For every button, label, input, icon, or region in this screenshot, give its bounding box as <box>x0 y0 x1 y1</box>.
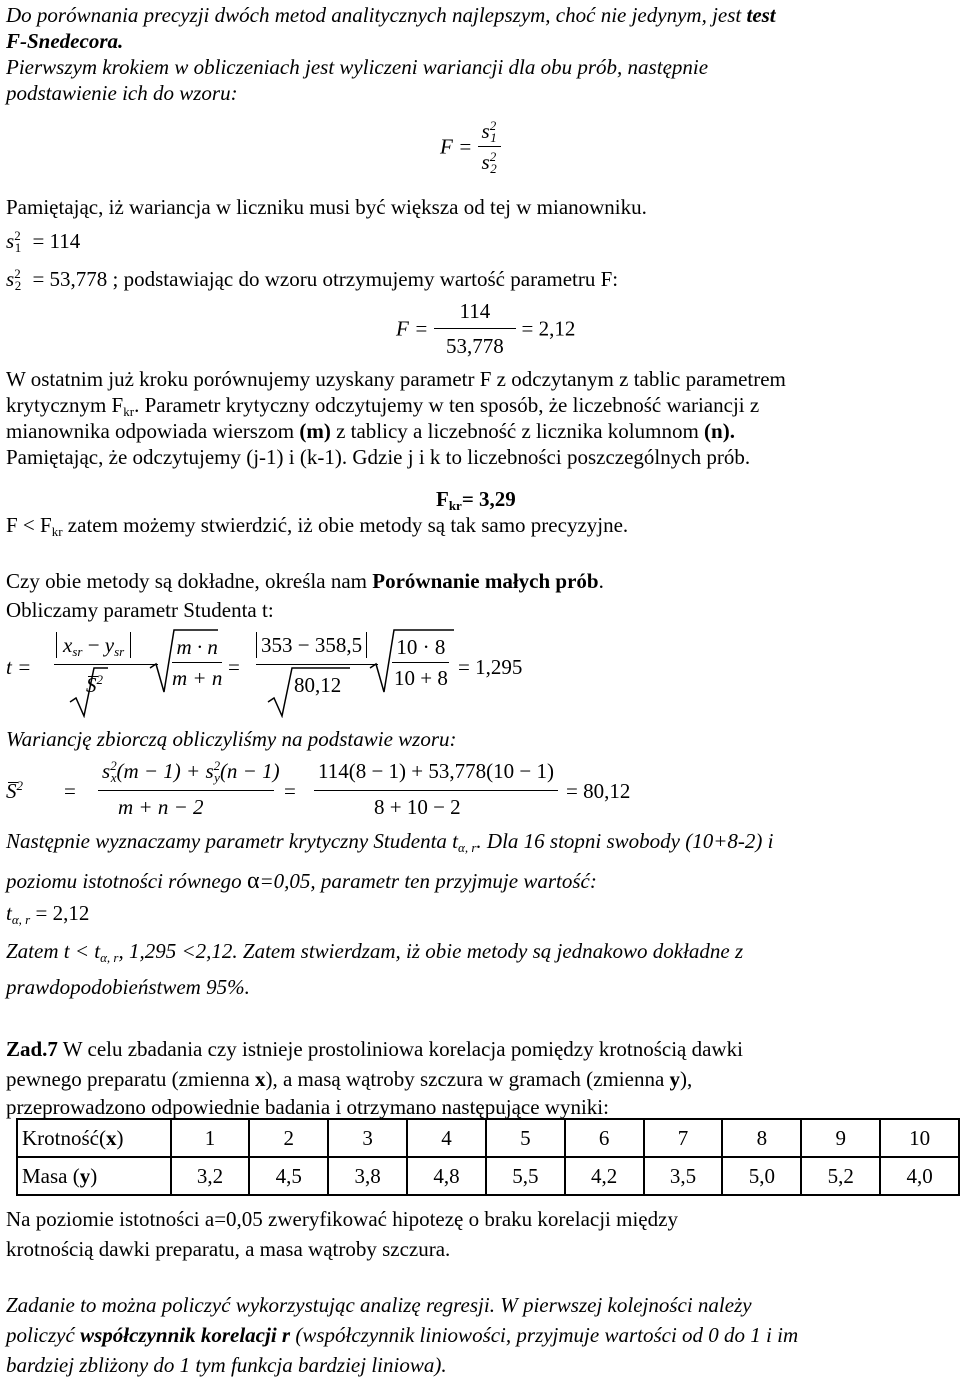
abs-xsr-ysr: $x_{sr} - y_{sr}$ <box>56 632 131 658</box>
table-cell: 9 <box>801 1119 880 1157</box>
table-cell: 6 <box>565 1119 644 1157</box>
row-header-krotnosc: Krotność(x) <box>17 1119 171 1157</box>
variance-intro: Wariancję zbiorczą obliczyliśmy na podstawie wzoru: <box>6 727 457 751</box>
formula-numerator: $s^2_1$ <box>478 118 501 147</box>
table-cell: 3,8 <box>328 1157 407 1195</box>
critical-f-paragraph: W ostatnim już kroku porównujemy uzyskany parametr F z odczytanym z tablic parametrem krytycznym $F_{kr}$. Parametr krytyczny odczytujemy w ten sposób, że liczebność wariancji z mianownika odpowiada wierszom (m) z tablicy a liczebność z licznika kolumnom (n). Pamiętając, że odczytujemy (j-1) i (k-1). Gdzie j i k to liczebności poszczególnych prób. <box>6 367 786 469</box>
row-header-masa: Masa (y) <box>17 1157 171 1195</box>
data-table <box>16 1118 960 1196</box>
table-cell: 3 <box>328 1119 407 1157</box>
table-cell: 10 <box>880 1119 959 1157</box>
test-keyword: test <box>746 3 776 27</box>
small-samples-question: Czy obie metody są dokładne, określa nam Porównanie małych prób. <box>6 569 604 593</box>
table-cell: 4,5 <box>249 1157 328 1195</box>
table-cell: 4,8 <box>407 1157 486 1195</box>
intro-line-1 <box>6 2 954 28</box>
table-cell: 7 <box>644 1119 723 1157</box>
f-snedecor-keyword: F-Snedecora. <box>6 29 124 53</box>
formula-f-definition <box>440 118 501 175</box>
intro-line-3: Pierwszym krokiem w obliczeniach jest wyliczeni wariancji dla obu prób, następnie <box>6 55 709 79</box>
student-intro: Obliczamy parametr Studenta t: <box>6 598 274 622</box>
table-row <box>17 1119 959 1157</box>
table-cell: 5,5 <box>486 1157 565 1195</box>
s2-value: $s^2_2 = 53,778$ ; podstawiając do wzoru otrzymujemy wartość parametru F: <box>6 266 619 293</box>
formula-student-t: t = $x_{sr} - y_{sr}$ $S^2$ $\frac{m \cdot n}{m + n}$ = 353 − 358,5 80,12 $\frac{10 \cdot 8}{10 + 8}$ = 1,295 <box>6 628 626 720</box>
final-conclusion: Zatem $t < t_{\alpha, r}$, 1,295 <2,12. Zatem stwierdzam, iż obie metody są jednakowo dokładne z prawdopodobieństwem 95%. <box>6 939 744 999</box>
s2-explanation: ; podstawiając do wzoru otrzymujemy wartość parametru F: <box>107 267 619 291</box>
intro-line-4: podstawienie ich do wzoru: <box>6 81 238 105</box>
table-cell: 5,0 <box>722 1157 801 1195</box>
hypothesis-paragraph: Na poziomie istotności a=0,05 zweryfikować hipotezę o braku korelacji między krotnością dawki preparatu, a masa wątroby szczura. <box>6 1207 678 1261</box>
f-calc-fraction: $\frac{114}{53,778}$ <box>434 298 517 359</box>
s1-value: $s^2_1 = 114$ <box>6 228 81 255</box>
task-label: Zad.7 <box>6 1037 58 1061</box>
task-7: Zad.7 W celu zbadania czy istnieje prostoliniowa korelacja pomiędzy krotnością dawki pewnego preparatu (zmienna x), a masą wątroby szczura w gramach (zmienna y), przeprowadzono odpowiednie badania i otrzymano następujące wyniki: <box>6 1037 743 1119</box>
intro-paragraph <box>6 2 954 106</box>
precision-conclusion: $F < F_{kr}$ zatem możemy stwierdzić, iż obie metody są tak samo precyzyjne. <box>6 513 629 539</box>
regression-paragraph: Zadanie to można policzyć wykorzystując analizę regresji. W pierwszej kolejności należy policzyć współczynnik korelacji r (współczynnik liniowości, przyjmuje wartości od 0 do 1 i im bardziej zbliżony do 1 tym funkcja bardziej liniowa). <box>6 1293 799 1377</box>
formula-pooled-variance: $S^2$ = $s^2_x(m - 1) + s^2_y(n - 1)$ m + n − 2 = 114(8 − 1) + 53,778(10 − 1) 8 + 10 − 2 = 80,12 <box>6 758 631 819</box>
table-cell: 4,0 <box>880 1157 959 1195</box>
table-cell: 5 <box>486 1119 565 1157</box>
table-cell: 2 <box>249 1119 328 1157</box>
table-cell: 4 <box>407 1119 486 1157</box>
table-cell: 8 <box>722 1119 801 1157</box>
table-cell: 4,2 <box>565 1157 644 1195</box>
critical-t-paragraph: Następnie wyznaczamy parametr krytyczny Studenta $t_{\alpha, r}$. Dla 16 stopni swobody (10+8-2) i poziomu istotności równego α=0,05, parametr ten przyjmuje wartość: $t_{\alpha, r} = 2,12$ <box>6 829 774 927</box>
formula-fraction <box>478 118 501 175</box>
formula-denominator: $s^2_2$ <box>481 149 497 176</box>
intro-text: Do porównania precyzji dwóch metod analitycznych najlepszym, choć nie jedynym, jest <box>6 3 747 27</box>
abs-difference: 353 − 358,5 <box>256 632 367 658</box>
table-cell: 3,5 <box>644 1157 723 1195</box>
table-row <box>17 1157 959 1195</box>
table-cell: 3,2 <box>171 1157 250 1195</box>
f-critical-value: $F_{kr}= 3,29$ <box>436 487 516 513</box>
formula-lhs: F = <box>440 134 473 159</box>
variance-rule-text: Pamiętając, iż wariancja w liczniku musi być większa od tej w mianowniku. <box>6 195 647 219</box>
formula-f-calculation: F = $\frac{114}{53,778}$ = 2,12 <box>396 299 576 358</box>
table-cell: 5,2 <box>801 1157 880 1195</box>
table-cell: 1 <box>171 1119 250 1157</box>
